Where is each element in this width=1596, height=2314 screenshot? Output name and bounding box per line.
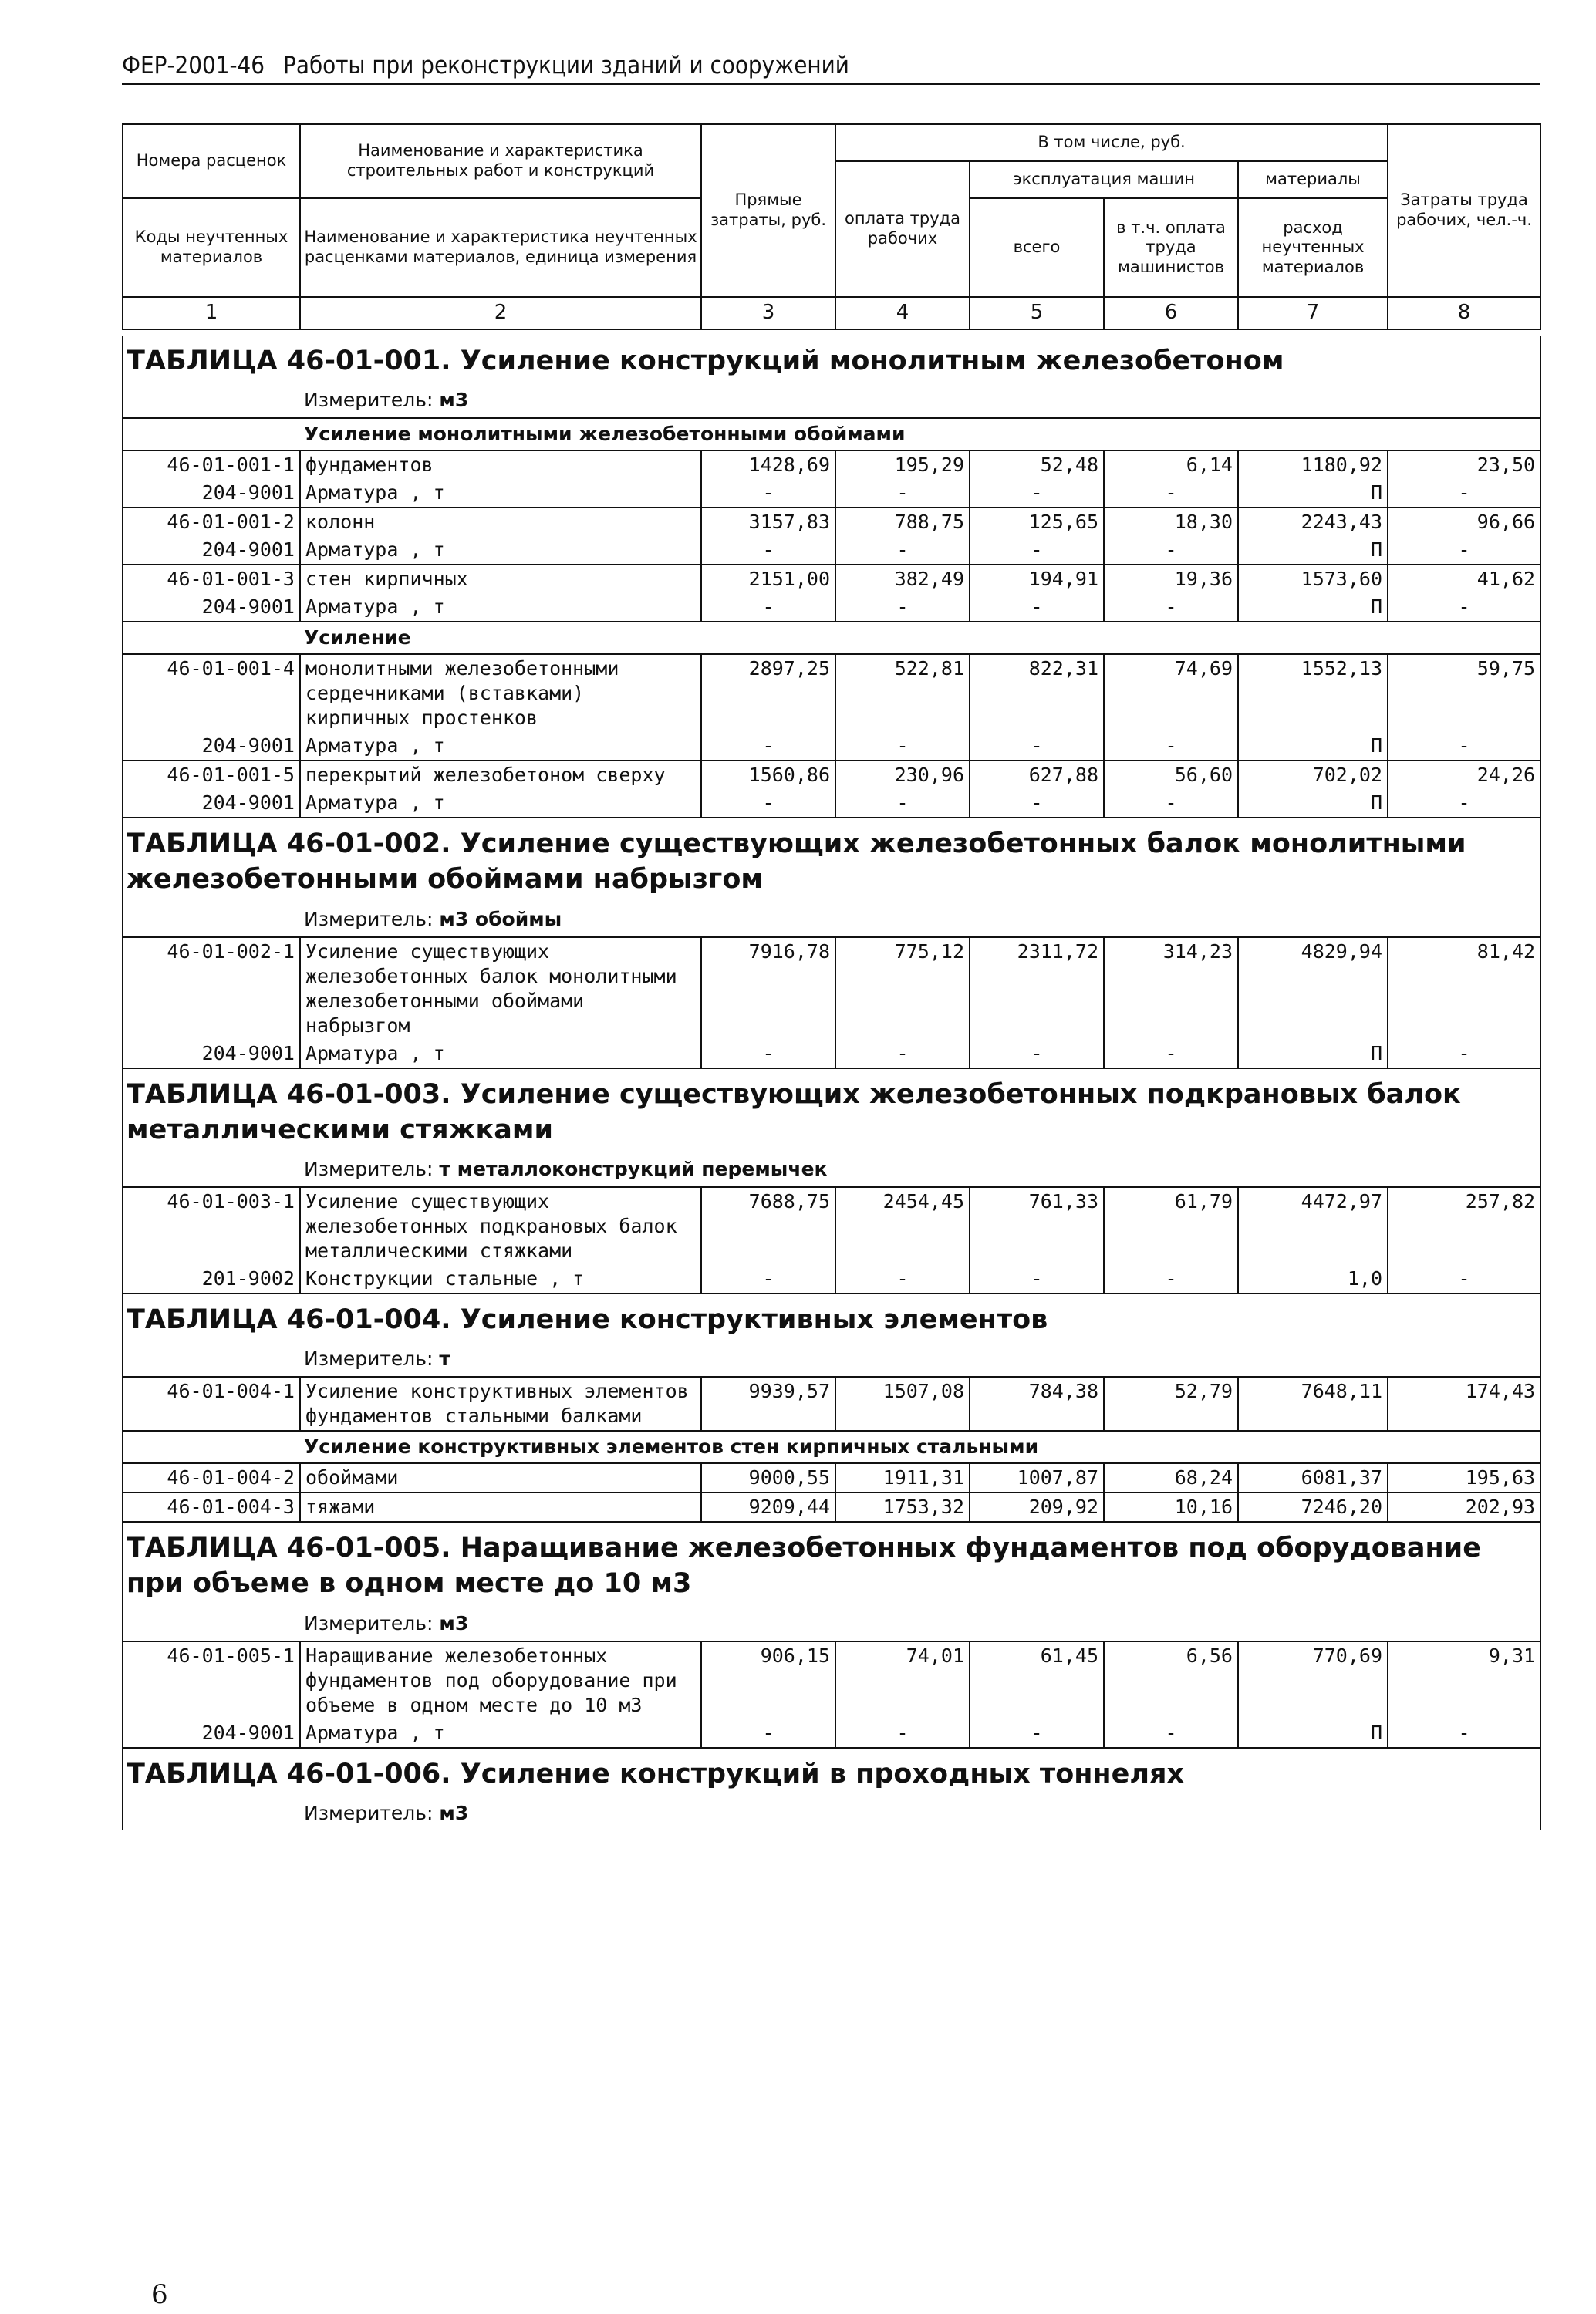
material-costs: П <box>1238 593 1388 622</box>
subheading-row <box>123 1431 1540 1463</box>
labor-hours: 257,82 <box>1388 1187 1540 1265</box>
labor-hours: - <box>1388 732 1540 761</box>
unit-row <box>123 1796 1540 1830</box>
labor-hours: - <box>1388 479 1540 508</box>
rate-code: 46-01-005-1 <box>123 1641 300 1719</box>
direct-costs: - <box>701 1265 835 1294</box>
rate-code: 46-01-001-1 <box>123 450 300 479</box>
material-costs: П <box>1238 536 1388 565</box>
header-machines-total: всего <box>970 198 1104 297</box>
rate-name: фундаментов <box>300 450 701 479</box>
machine-costs: 784,38 <box>970 1377 1104 1431</box>
unit-label: Измеритель: <box>304 1157 434 1180</box>
material-costs: 4472,97 <box>1238 1187 1388 1265</box>
rate-name: Усиление конструктивных элементов фундаментов стальными балками <box>300 1377 701 1431</box>
rate-code: 204-9001 <box>123 789 300 818</box>
rate-code: 201-9002 <box>123 1265 300 1294</box>
labor-hours: - <box>1388 1719 1540 1748</box>
material-costs: П <box>1238 1719 1388 1748</box>
rate-code: 46-01-001-5 <box>123 761 300 789</box>
unit-cell <box>123 1607 1540 1641</box>
direct-costs: 3157,83 <box>701 508 835 536</box>
operator-pay: 74,69 <box>1104 654 1238 732</box>
unit-cell <box>123 1152 1540 1187</box>
material-costs: 7246,20 <box>1238 1493 1388 1522</box>
operator-pay: 56,60 <box>1104 761 1238 789</box>
material-costs: 770,69 <box>1238 1641 1388 1719</box>
table-row <box>123 732 1540 761</box>
worker-pay: - <box>835 732 970 761</box>
machine-costs: 61,45 <box>970 1641 1104 1719</box>
operator-pay: 52,79 <box>1104 1377 1238 1431</box>
rate-code: 46-01-003-1 <box>123 1187 300 1265</box>
direct-costs: 9000,55 <box>701 1463 835 1493</box>
table-row <box>123 937 1540 1040</box>
column-number: 4 <box>835 297 970 329</box>
subheading: Усиление <box>123 622 1540 654</box>
rate-name: Арматура , т <box>300 479 701 508</box>
rate-code: 46-01-001-4 <box>123 654 300 732</box>
column-number: 6 <box>1104 297 1238 329</box>
direct-costs: - <box>701 789 835 818</box>
labor-hours: 23,50 <box>1388 450 1540 479</box>
unit-label: Измеритель: <box>304 1801 434 1824</box>
material-costs: 1573,60 <box>1238 565 1388 593</box>
machine-costs: - <box>970 1265 1104 1294</box>
rates-table <box>122 336 1541 1830</box>
operator-pay: 19,36 <box>1104 565 1238 593</box>
unit-value: м3 <box>439 389 469 412</box>
column-number: 2 <box>300 297 701 329</box>
table-row <box>123 1040 1540 1068</box>
worker-pay: - <box>835 789 970 818</box>
rate-code: 204-9001 <box>123 593 300 622</box>
rate-code: 204-9001 <box>123 479 300 508</box>
table-row <box>123 1377 1540 1431</box>
rate-code: 46-01-002-1 <box>123 937 300 1040</box>
direct-costs: - <box>701 479 835 508</box>
unit-value: т <box>439 1348 450 1371</box>
table-row <box>123 1493 1540 1522</box>
header-work-name: Наименование и характеристика строительных работ и конструкций <box>300 124 701 198</box>
worker-pay: 382,49 <box>835 565 970 593</box>
unit-row <box>123 383 1540 418</box>
column-number: 3 <box>701 297 835 329</box>
unit-value: м3 <box>439 1801 469 1824</box>
subheading-row <box>123 418 1540 450</box>
direct-costs: 9209,44 <box>701 1493 835 1522</box>
worker-pay: - <box>835 1265 970 1294</box>
direct-costs: 2151,00 <box>701 565 835 593</box>
material-costs: 4829,94 <box>1238 937 1388 1040</box>
machine-costs: 209,92 <box>970 1493 1104 1522</box>
direct-costs: 1560,86 <box>701 761 835 789</box>
worker-pay: - <box>835 479 970 508</box>
material-costs: П <box>1238 1040 1388 1068</box>
header-in-total: В том числе, руб. <box>835 124 1388 161</box>
header-material-codes: Коды неучтенных материалов <box>123 198 300 297</box>
table-row <box>123 1187 1540 1265</box>
rate-name: Конструкции стальные , т <box>300 1265 701 1294</box>
unit-cell <box>123 1342 1540 1377</box>
operator-pay: 18,30 <box>1104 508 1238 536</box>
page-header <box>122 48 1540 85</box>
unit-row <box>123 1342 1540 1377</box>
rate-code: 46-01-004-3 <box>123 1493 300 1522</box>
rate-code: 46-01-004-2 <box>123 1463 300 1493</box>
direct-costs: 2897,25 <box>701 654 835 732</box>
table-row <box>123 1265 1540 1294</box>
rate-name: Арматура , т <box>300 1040 701 1068</box>
worker-pay: 775,12 <box>835 937 970 1040</box>
rate-name: Наращивание железобетонных фундаментов под оборудование при объеме в одном месте до 10 м3 <box>300 1641 701 1719</box>
labor-hours: 174,43 <box>1388 1377 1540 1431</box>
rate-code: 204-9001 <box>123 1040 300 1068</box>
direct-costs: - <box>701 1719 835 1748</box>
header-operator-pay: в т.ч. оплата труда машинистов <box>1104 198 1238 297</box>
labor-hours: 202,93 <box>1388 1493 1540 1522</box>
header-record-numbers: Номера расценок <box>123 124 300 198</box>
direct-costs: 7916,78 <box>701 937 835 1040</box>
rate-name: Арматура , т <box>300 789 701 818</box>
machine-costs: 1007,87 <box>970 1463 1104 1493</box>
unit-row <box>123 1607 1540 1641</box>
rate-name: Усиление существующих железобетонных балок монолитными железобетонными обоймами набрызгом <box>300 937 701 1040</box>
subheading: Усиление конструктивных элементов стен кирпичных стальными <box>123 1431 1540 1463</box>
material-costs: 1,0 <box>1238 1265 1388 1294</box>
material-costs: П <box>1238 789 1388 818</box>
operator-pay: - <box>1104 1040 1238 1068</box>
unit-value: м3 <box>439 1611 469 1634</box>
rate-code: 46-01-004-1 <box>123 1377 300 1431</box>
material-costs: П <box>1238 732 1388 761</box>
labor-hours: - <box>1388 789 1540 818</box>
column-number: 8 <box>1388 297 1540 329</box>
rate-name: Арматура , т <box>300 593 701 622</box>
labor-hours: 96,66 <box>1388 508 1540 536</box>
labor-hours: - <box>1388 536 1540 565</box>
rate-name: монолитными железобетонными сердечниками (вставками) кирпичных простенков <box>300 654 701 732</box>
subheading: Усиление монолитными железобетонными обоймами <box>123 418 1540 450</box>
machine-costs: - <box>970 536 1104 565</box>
rate-code: 46-01-001-3 <box>123 565 300 593</box>
material-costs: 2243,43 <box>1238 508 1388 536</box>
rate-code: 204-9001 <box>123 1719 300 1748</box>
table-title-row <box>123 1068 1540 1152</box>
labor-hours: 24,26 <box>1388 761 1540 789</box>
rate-code: 204-9001 <box>123 732 300 761</box>
material-costs: 7648,11 <box>1238 1377 1388 1431</box>
labor-hours: 41,62 <box>1388 565 1540 593</box>
table-title-row <box>123 1748 1540 1796</box>
operator-pay: 68,24 <box>1104 1463 1238 1493</box>
operator-pay: - <box>1104 536 1238 565</box>
table-title-row <box>123 1294 1540 1342</box>
operator-pay: 61,79 <box>1104 1187 1238 1265</box>
operator-pay: - <box>1104 1719 1238 1748</box>
material-costs: 1552,13 <box>1238 654 1388 732</box>
direct-costs: - <box>701 732 835 761</box>
direct-costs: - <box>701 536 835 565</box>
unit-label: Измеритель: <box>304 1611 434 1634</box>
unit-row <box>123 1152 1540 1187</box>
unit-cell <box>123 902 1540 937</box>
unit-label: Измеритель: <box>304 389 434 412</box>
column-number: 1 <box>123 297 300 329</box>
material-costs: 1180,92 <box>1238 450 1388 479</box>
material-costs: П <box>1238 479 1388 508</box>
table-row <box>123 654 1540 732</box>
rate-name: Арматура , т <box>300 1719 701 1748</box>
rate-code: 204-9001 <box>123 536 300 565</box>
material-costs: 702,02 <box>1238 761 1388 789</box>
labor-hours: 81,42 <box>1388 937 1540 1040</box>
direct-costs: 906,15 <box>701 1641 835 1719</box>
table-row <box>123 1719 1540 1748</box>
direct-costs: - <box>701 1040 835 1068</box>
table-title-row <box>123 818 1540 902</box>
worker-pay: 230,96 <box>835 761 970 789</box>
operator-pay: - <box>1104 789 1238 818</box>
rate-name: колонн <box>300 508 701 536</box>
worker-pay: - <box>835 536 970 565</box>
direct-costs: 9939,57 <box>701 1377 835 1431</box>
header-machines: эксплуатация машин <box>970 161 1238 198</box>
header-material-name: Наименование и характеристика неучтенных расценками материалов, единица измерения <box>300 198 701 297</box>
unit-value: т металлоконструкций перемычек <box>439 1157 828 1180</box>
column-header-table <box>122 123 1541 330</box>
operator-pay: - <box>1104 593 1238 622</box>
operator-pay: 6,14 <box>1104 450 1238 479</box>
header-labor-hours: Затраты труда рабочих, чел.-ч. <box>1388 124 1540 297</box>
worker-pay: - <box>835 593 970 622</box>
machine-costs: 125,65 <box>970 508 1104 536</box>
rate-name: Арматура , т <box>300 732 701 761</box>
unit-label: Измеритель: <box>304 1348 434 1371</box>
unit-cell <box>123 1796 1540 1830</box>
table-title: ТАБЛИЦА 46-01-005. Наращивание железобетонных фундаментов под оборудование при объеме в одном месте до 10 м3 <box>123 1522 1540 1606</box>
column-number: 7 <box>1238 297 1388 329</box>
machine-costs: 627,88 <box>970 761 1104 789</box>
rate-name: обоймами <box>300 1463 701 1493</box>
machine-costs: - <box>970 732 1104 761</box>
machine-costs: - <box>970 1719 1104 1748</box>
header-material-usage: расход неучтенных материалов <box>1238 198 1388 297</box>
worker-pay: 74,01 <box>835 1641 970 1719</box>
operator-pay: 314,23 <box>1104 937 1238 1040</box>
worker-pay: 2454,45 <box>835 1187 970 1265</box>
machine-costs: - <box>970 789 1104 818</box>
operator-pay: - <box>1104 732 1238 761</box>
subheading-row <box>123 622 1540 654</box>
machine-costs: 822,31 <box>970 654 1104 732</box>
machine-costs: 761,33 <box>970 1187 1104 1265</box>
table-title: ТАБЛИЦА 46-01-002. Усиление существующих железобетонных балок монолитными железобетонными обоймами набрызгом <box>123 818 1540 902</box>
document-code: ФЕР-2001-46 <box>122 52 265 79</box>
worker-pay: 1507,08 <box>835 1377 970 1431</box>
table-title-row <box>123 336 1540 383</box>
labor-hours: 9,31 <box>1388 1641 1540 1719</box>
page-number: 6 <box>151 2279 168 2310</box>
table-row <box>123 479 1540 508</box>
table-row <box>123 536 1540 565</box>
machine-costs: - <box>970 1040 1104 1068</box>
operator-pay: 10,16 <box>1104 1493 1238 1522</box>
rate-name: Арматура , т <box>300 536 701 565</box>
unit-label: Измеритель: <box>304 907 434 930</box>
operator-pay: - <box>1104 479 1238 508</box>
document-title: Работы при реконструкции зданий и сооружений <box>283 52 849 79</box>
rate-name: перекрытий железобетоном сверху <box>300 761 701 789</box>
machine-costs: 52,48 <box>970 450 1104 479</box>
material-costs: 6081,37 <box>1238 1463 1388 1493</box>
table-row <box>123 761 1540 789</box>
direct-costs: 7688,75 <box>701 1187 835 1265</box>
table-row <box>123 1463 1540 1493</box>
labor-hours: - <box>1388 1040 1540 1068</box>
machine-costs: - <box>970 593 1104 622</box>
worker-pay: 522,81 <box>835 654 970 732</box>
worker-pay: 788,75 <box>835 508 970 536</box>
labor-hours: - <box>1388 1265 1540 1294</box>
table-title: ТАБЛИЦА 46-01-006. Усиление конструкций в проходных тоннелях <box>123 1748 1540 1796</box>
labor-hours: 195,63 <box>1388 1463 1540 1493</box>
unit-cell <box>123 383 1540 418</box>
labor-hours: - <box>1388 593 1540 622</box>
direct-costs: 1428,69 <box>701 450 835 479</box>
unit-row <box>123 902 1540 937</box>
operator-pay: 6,56 <box>1104 1641 1238 1719</box>
table-title: ТАБЛИЦА 46-01-003. Усиление существующих железобетонных подкрановых балок металлическими стяжками <box>123 1068 1540 1152</box>
rate-code: 46-01-001-2 <box>123 508 300 536</box>
machine-costs: 2311,72 <box>970 937 1104 1040</box>
worker-pay: - <box>835 1719 970 1748</box>
operator-pay: - <box>1104 1265 1238 1294</box>
rate-name: Усиление существующих железобетонных подкрановых балок металлическими стяжками <box>300 1187 701 1265</box>
header-direct-costs: Прямые затраты, руб. <box>701 124 835 297</box>
worker-pay: 195,29 <box>835 450 970 479</box>
worker-pay: 1753,32 <box>835 1493 970 1522</box>
table-row <box>123 789 1540 818</box>
header-worker-pay: оплата труда рабочих <box>835 161 970 297</box>
rate-name: тяжами <box>300 1493 701 1522</box>
table-row <box>123 565 1540 593</box>
labor-hours: 59,75 <box>1388 654 1540 732</box>
table-title-row <box>123 1522 1540 1606</box>
rate-name: стен кирпичных <box>300 565 701 593</box>
worker-pay: 1911,31 <box>835 1463 970 1493</box>
table-row <box>123 593 1540 622</box>
table-row <box>123 450 1540 479</box>
machine-costs: - <box>970 479 1104 508</box>
table-row <box>123 1641 1540 1719</box>
table-title: ТАБЛИЦА 46-01-004. Усиление конструктивных элементов <box>123 1294 1540 1342</box>
unit-value: м3 обоймы <box>439 907 562 930</box>
direct-costs: - <box>701 593 835 622</box>
table-title: ТАБЛИЦА 46-01-001. Усиление конструкций монолитным железобетоном <box>123 336 1540 383</box>
worker-pay: - <box>835 1040 970 1068</box>
header-materials: материалы <box>1238 161 1388 198</box>
table-row <box>123 508 1540 536</box>
column-number: 5 <box>970 297 1104 329</box>
machine-costs: 194,91 <box>970 565 1104 593</box>
